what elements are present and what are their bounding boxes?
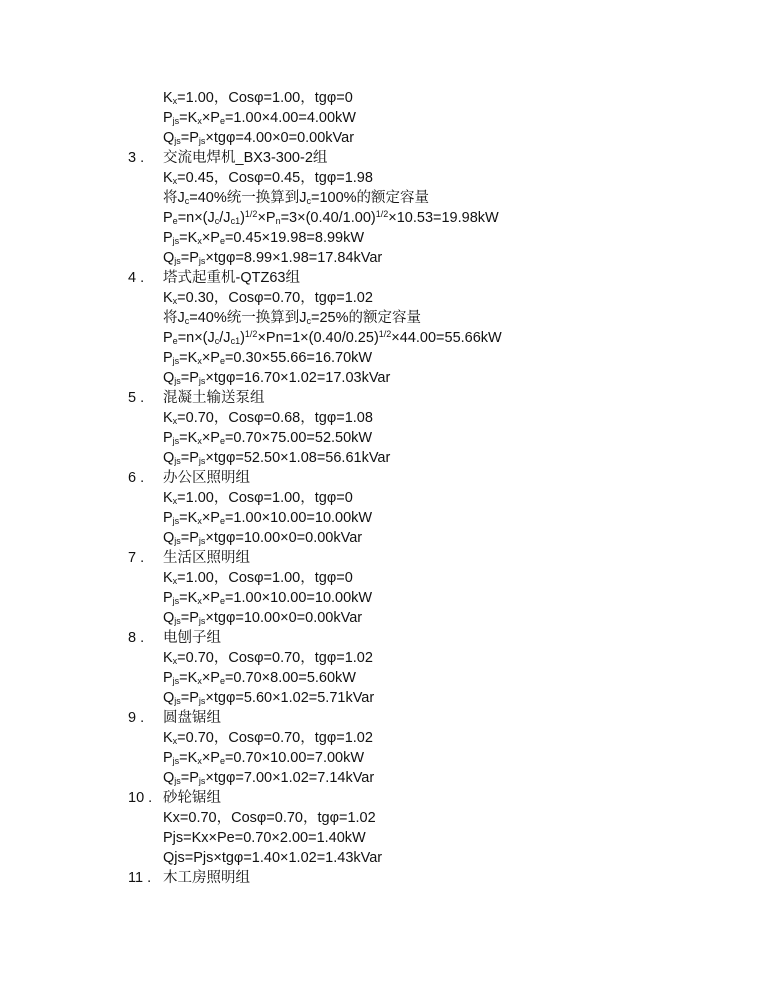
section-number: 4 . <box>128 270 145 286</box>
section-title: 办公区照明组 <box>163 470 250 486</box>
section-heading <box>0 708 765 728</box>
section-number: 5 . <box>128 390 145 406</box>
section-number: 9 . <box>128 710 145 726</box>
section-title: 圆盘锯组 <box>163 710 221 726</box>
formula-line: $P_{js}=K_x\times P_e=1.00\times 10.00=10.00kW$ <box>163 590 373 606</box>
formula-line: $Q_{js}=P_{js}\times tg\varphi=16.70\times 1.02=17.03kVar$ <box>163 370 391 386</box>
section-heading <box>0 468 765 488</box>
formula-line: $Q_{js}=P_{js}\times tg\varphi=10.00\times 0=0.00kVar$ <box>163 530 363 546</box>
section-heading <box>0 388 765 408</box>
formula-line: $Q_{js}=P_{js}\times tg\varphi=10.00\times 0=0.00kVar$ <box>163 610 363 626</box>
formula-line: Kx=0.70，Cosφ=0.70，tgφ=1.02 <box>163 810 376 826</box>
formula-line: $P_{js}=K_x\times P_e=0.45\times 19.98=8.99kW$ <box>163 230 365 246</box>
formula-line: $P_{js}=K_x\times P_e=0.70\times 75.00=52.50kW$ <box>163 430 373 446</box>
section-title: 生活区照明组 <box>163 550 250 566</box>
section-heading <box>0 548 765 568</box>
section-title: 塔式起重机-QTZ63组 <box>163 270 300 286</box>
section-number: 7 . <box>128 550 145 566</box>
section-title: 木工房照明组 <box>163 870 250 886</box>
section-heading <box>0 148 765 168</box>
section-number: 3 . <box>128 150 145 166</box>
formula-line: $K_x=0.70$，Cosφ=0.70，tgφ=1.02 <box>163 730 373 746</box>
formula-line: $K_x=1.00$，Cosφ=1.00，tgφ=0 <box>163 570 353 586</box>
section-title: 电刨子组 <box>163 630 221 646</box>
formula-line: Qjs=Pjs×tgφ=1.40×1.02=1.43kVar <box>163 850 383 866</box>
formula-line: $K_x=0.30$，Cosφ=0.70，tgφ=1.02 <box>163 290 373 306</box>
formula-line: $P_e=n\times(J_c/J_{c1})^{1/2}\times P_n=3\times(0.40/1.00)^{1/2}\times 10.53=19.98kW$ <box>163 209 499 226</box>
section-heading <box>0 268 765 288</box>
formula-line: $K_x=1.00$，Cosφ=1.00，tgφ=0 <box>163 490 353 506</box>
section-heading <box>0 868 765 888</box>
formula-line: 将$J_c=40\%$统一换算到$J_c=25\%$的额定容量 <box>163 310 421 326</box>
section-number: 10 . <box>128 790 153 806</box>
formula-line: $Q_{js}=P_{js}\times tg\varphi=52.50\times 1.08=56.61kVar$ <box>163 450 391 466</box>
section-title: 交流电焊机_BX3-300-2组 <box>163 150 328 166</box>
section-heading <box>0 788 765 808</box>
document-body <box>0 88 765 888</box>
section-heading <box>0 628 765 648</box>
formula-line: $P_{js}=K_x\times P_e=0.30\times 55.66=16.70kW$ <box>163 350 373 366</box>
formula-line: $P_{js}=K_x\times P_e=0.70\times 8.00=5.60kW$ <box>163 670 356 686</box>
formula-line: $Q_{js}=P_{js}\times tg\varphi=4.00\times 0=0.00kVar$ <box>163 130 355 146</box>
formula-line: $P_e=n\times(J_c/J_{c1})^{1/2}\times Pn=1\times(0.40/0.25)^{1/2}\times 44.00=55.66kW$ <box>163 329 502 346</box>
formula-line: $K_x=0.45$，Cosφ=0.45，tgφ=1.98 <box>163 170 373 186</box>
section-number: 6 . <box>128 470 145 486</box>
formula-line: $Q_{js}=P_{js}\times tg\varphi=8.99\times 1.98=17.84kVar$ <box>163 250 383 266</box>
formula-line: $P_{js}=K_x\times P_e=1.00\times 4.00=4.00kW$ <box>163 110 356 126</box>
formula-line: $K_x=0.70$，Cosφ=0.68，tgφ=1.08 <box>163 410 373 426</box>
section-title: 混凝土输送泵组 <box>163 390 265 406</box>
section-title: 砂轮锯组 <box>163 790 221 806</box>
formula-line: Pjs=Kx×Pe=0.70×2.00=1.40kW <box>163 830 366 846</box>
formula-line: $P_{js}=K_x\times P_e=1.00\times 10.00=10.00kW$ <box>163 510 373 526</box>
formula-line: 将$J_c=40\%$统一换算到$J_c=100\%$的额定容量 <box>163 190 430 206</box>
formula-line: $P_{js}=K_x\times P_e=0.70\times 10.00=7.00kW$ <box>163 750 365 766</box>
formula-line: $Q_{js}=P_{js}\times tg\varphi=7.00\times 1.02=7.14kVar$ <box>163 770 375 786</box>
formula-line: $K_x=0.70$，Cosφ=0.70，tgφ=1.02 <box>163 650 373 666</box>
section-number: 8 . <box>128 630 145 646</box>
section-number: 11 . <box>128 870 152 886</box>
formula-line: $Q_{js}=P_{js}\times tg\varphi=5.60\times 1.02=5.71kVar$ <box>163 690 375 706</box>
formula-line: $K_x=1.00$，Cosφ=1.00，tgφ=0 <box>163 90 353 106</box>
